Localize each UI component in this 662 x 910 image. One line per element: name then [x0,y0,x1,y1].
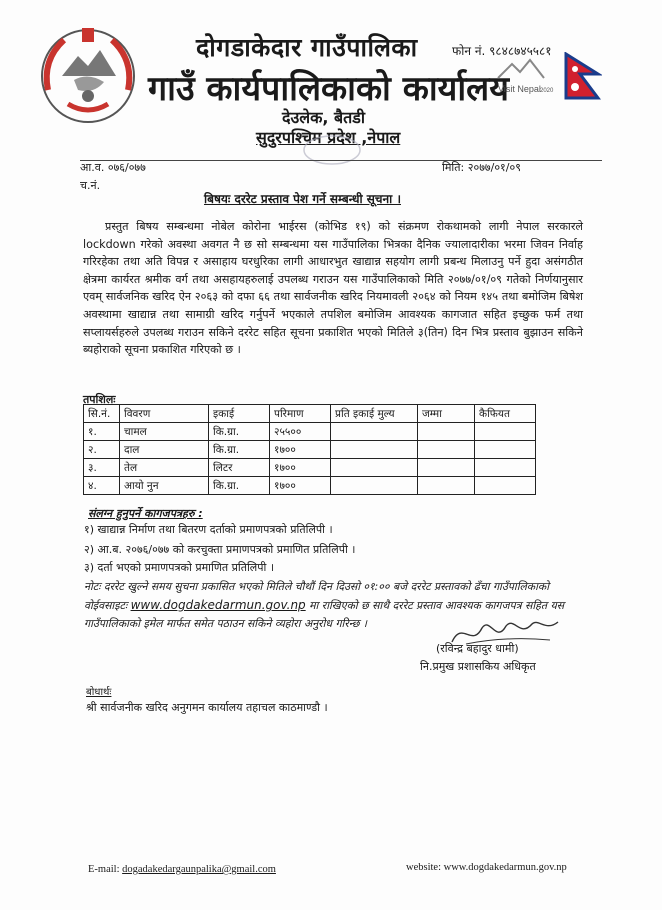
column-header: प्रति इकाई मुल्य [331,405,418,423]
cc-label: बोधार्थः [86,687,112,698]
table-cell: कि.ग्रा. [209,423,270,441]
table-row [84,477,536,495]
table-cell: १. [84,423,120,441]
table-cell: कि.ग्रा. [209,441,270,459]
table-cell [475,459,536,477]
column-header: सि.नं. [84,405,120,423]
table-cell: चामल [120,423,209,441]
office-stamp-icon [300,132,364,168]
required-doc-item: ३) दर्ता भएको प्रमाणपत्रको प्रमाणित प्रतिलिपी । [84,561,275,574]
table-cell [418,423,475,441]
table-cell: ४. [84,477,120,495]
svg-text:2020: 2020 [540,88,554,94]
office-name: गाउँ कार्यपालिकाको कार्यालय [148,69,509,109]
phone-number: फोन नं. ९८४८७४५५८१ [452,44,552,58]
table-cell [418,441,475,459]
table-cell: १७०० [270,477,331,495]
table-cell: २. [84,441,120,459]
table-cell [475,441,536,459]
table-cell: ३. [84,459,120,477]
required-doc-item: २) आ.ब. २०७६/०७७ को करचुक्ता प्रमाणपत्रको प्रमाणित प्रतिलिपी । [84,543,356,556]
table-row [84,423,536,441]
fiscal-year: आ.व. ०७६/०७७ [80,161,146,174]
note-text-2: मा राखिएको छ साथै दररेट प्रस्ताव आवश्यक कागजपत्र सहित यस गाउँपालिकाको इमेल मार्फत समेत पठाउन सकिने व्यहोरा अनुरोध गरिन्छ । [84,599,565,630]
table-row [84,459,536,477]
email-link[interactable]: dogadakedargaunpalika@gmail.com [122,864,276,875]
svg-text:Visit Nepal: Visit Nepal [498,84,541,94]
website-link[interactable]: www.dogdakedarmun.gov.np [130,598,306,612]
address-line-2: सुदुरपश्चिम प्रदेश ,नेपाल [256,128,401,147]
column-header: इकाई [209,405,270,423]
column-header: जम्मा [418,405,475,423]
table-cell [331,441,418,459]
notice-date: मिति: २०७७/०१/०९ [442,161,521,174]
note-text-1: नोटः दररेट खुल्ने समय सुचना प्रकासित भएको मितिले चौथौं दिन दिउसो ०१:०० बजे दररेट प्रस्तावको ढँचा गाउँपालिकाको वोईवसाइटः [84,580,549,612]
table-cell [475,423,536,441]
municipality-name: दोगडाकेदार गाउँपालिका [196,33,418,62]
table-cell [331,477,418,495]
column-header: कैफियत [475,405,536,423]
notice-subject: बिषयः दररेट प्रस्ताव पेश गर्ने सम्बन्धी सूचना । [204,192,401,206]
cc-recipient: श्री सार्वजनीक खरिद अनुगमन कार्यालय तहाचल काठमाण्डौ । [86,701,328,714]
column-header: विवरण [120,405,209,423]
footer-website[interactable]: website: www.dogdakedarmun.gov.np [406,862,567,873]
table-cell: आयो नुन [120,477,209,495]
items-table [83,404,536,495]
nepal-emblem-icon [34,20,142,128]
table-cell [331,459,418,477]
table-header-row [84,405,536,423]
table-cell: तेल [120,459,209,477]
required-docs-heading: संलग्न हुनुपर्ने कागजपत्रहरु : [88,507,203,520]
notice-body: प्रस्तुत बिषय सम्बन्धमा नोबेल कोरोना भाईरस (कोभिड १९) को संक्रमण रोकथामको लागी नेपाल सरकारले lockdown गरेको अवस्था अवगत नै छ सो सम्बन्धमा यस गाउँपालिका भित्रका दैनिक ज्यालादारीका भरमा जिवन निर्वाह गरिरहेका तथा अति विपन्न र असाहाय घरधुरिका लागी आधारभुत खाद्यान्न सहयोग लागी प्रबन्ध मिलाउनु पर्ने हुदा असंगठीत क्षेत्रमा कार्यरत श्रमीक वर्ग तथा असहायहरुलाई उपलब्ध गराउन यस गाउँपालिकाको मिति २०७७/०१/०९ गतेको निर्णयानुसार एवम् सार्वजनिक खरिद ऐन २०६३ को दफा ६६ तथा सार्वजनीक खरिद नियमावली २०६४ को नियम १४५ तथा बमोजिम बिषेश अवस्थामा खाद्यान्न तथा सामाग्री खरिद गर्नुपर्ने भएकाले तपशिल बमोजिम आवश्यक कागजात सहित इच्छुक फर्म तथा सप्लायर्सहरुले उपलब्ध गराउन सकिने दररेट सहित सूचना प्रकाशित भएको मितिले ३(तिन) दिन भित्र प्रस्ताव बुझाउन सकिने ब्यहोराको सूचना प्रकाशित गरिएको छ । [83,220,583,357]
table-row [84,441,536,459]
table-cell [418,477,475,495]
address-line-1: देउलेक, बैतडी [282,108,366,127]
email-label: E-mail: [88,864,123,875]
table-cell [331,423,418,441]
signatory-title: नि.प्रमुख प्रशासकिय अधिकृत [420,660,536,673]
required-doc-item: १) खाद्यान्न निर्माण तथा बितरण दर्ताको प्रमाणपत्रको प्रतिलिपी । [84,523,333,536]
column-header: परिमाण [270,405,331,423]
table-cell: १७०० [270,459,331,477]
table-cell: लिटर [209,459,270,477]
table-cell: १७०० [270,441,331,459]
table-cell: कि.ग्रा. [209,477,270,495]
nepal-flag-icon [562,52,602,102]
header-divider [80,160,602,161]
table-cell [475,477,536,495]
signatory-name: (रविन्द्र बहादुर धामी) [436,642,519,655]
footer-email [88,864,276,875]
dispatch-number: च.नं. [80,179,101,192]
table-label: तपशिलः [83,393,116,406]
table-cell: दाल [120,441,209,459]
table-cell: २५५०० [270,423,331,441]
table-cell [418,459,475,477]
